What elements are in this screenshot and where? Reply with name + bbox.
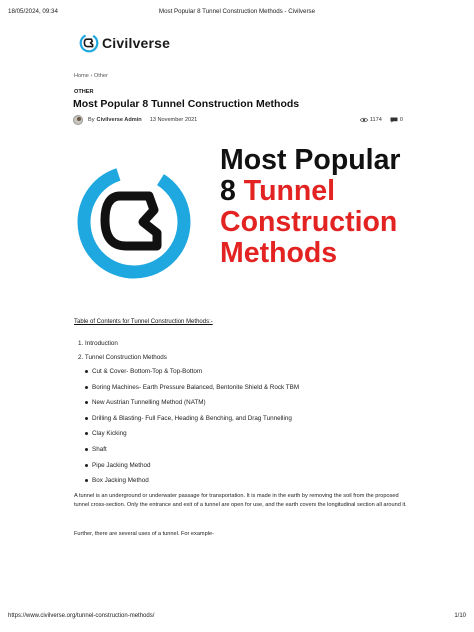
article-stats xyxy=(360,117,403,123)
hero-line-4: Methods xyxy=(220,237,338,269)
hero-line-2 xyxy=(220,176,401,207)
hero-line-1: Most Popular xyxy=(220,144,401,176)
intro-paragraph: A tunnel is an underground or underwater passage for transportation. It is made in the earth by removing the soil from the proposed tunnel cross-section. Only the entrance and exit of a tunnel are open for use, and the earth covers the longitudinal section all around it. xyxy=(74,493,407,509)
toc-subitem[interactable]: Clay Kicking xyxy=(74,430,414,446)
civilverse-c-logo-icon xyxy=(74,160,194,285)
page-title: Most Popular 8 Tunnel Construction Methods xyxy=(73,98,300,110)
hero-word-tunnel: Tunnel xyxy=(243,175,336,207)
category-label[interactable]: OTHER xyxy=(74,89,94,95)
site-logo[interactable] xyxy=(79,32,170,54)
toc-item-introduction[interactable]: 1. Introduction xyxy=(78,340,118,347)
table-of-contents xyxy=(74,340,414,493)
toc-subitem[interactable]: Shaft xyxy=(74,446,414,462)
print-datetime: 18/05/2024, 09:34 xyxy=(8,8,58,15)
hero-number: 8 xyxy=(220,175,236,207)
toc-item-methods[interactable]: 2. Tunnel Construction Methods xyxy=(78,354,167,361)
uses-paragraph: Further, there are several uses of a tunnel. For example- xyxy=(74,531,214,537)
view-count: 1174 xyxy=(369,117,382,123)
author-link[interactable]: Civilverse Admin xyxy=(96,117,142,123)
comment-count[interactable]: 0 xyxy=(399,117,403,123)
print-header xyxy=(8,8,466,20)
hero-headline xyxy=(220,145,401,269)
by-label: By xyxy=(88,117,95,123)
toc-subitem[interactable]: Pipe Jacking Method xyxy=(74,462,414,478)
breadcrumb[interactable]: Home › Other xyxy=(74,73,108,79)
hero-image xyxy=(74,140,404,300)
eye-icon xyxy=(360,117,368,123)
toc-subitem[interactable]: Box Jacking Method xyxy=(74,477,414,493)
civilverse-c-logo-icon xyxy=(79,33,99,53)
page-number: 1/10 xyxy=(454,613,466,619)
brand-name: Civilverse xyxy=(102,35,171,51)
toc-caption: Table of Contents for Tunnel Construction Methods:- xyxy=(74,319,213,325)
toc-subitems xyxy=(74,368,414,493)
toc-subitem[interactable]: Drilling & Blasting- Full Face, Heading & Benching, and Drag Tunnelling xyxy=(74,415,414,431)
hero-line-3: Construction xyxy=(220,206,398,238)
toc-subitem[interactable]: New Austrian Tunnelling Method (NATM) xyxy=(74,399,414,415)
toc-subitem[interactable]: Boring Machines- Earth Pressure Balanced, Bentonite Shield & Rock TBM xyxy=(74,384,414,400)
page-url: https://www.civilverse.org/tunnel-construction-methods/ xyxy=(8,613,155,619)
publish-date: 13 November 2021 xyxy=(149,117,198,123)
avatar[interactable] xyxy=(73,115,83,125)
print-page-title: Most Popular 8 Tunnel Construction Methods - Civilverse xyxy=(158,8,316,15)
toc-subitem[interactable]: Cut & Cover- Bottom-Top & Top-Bottom xyxy=(74,368,414,384)
article-meta xyxy=(73,114,403,126)
print-footer xyxy=(8,613,466,623)
comment-icon[interactable] xyxy=(390,117,398,123)
